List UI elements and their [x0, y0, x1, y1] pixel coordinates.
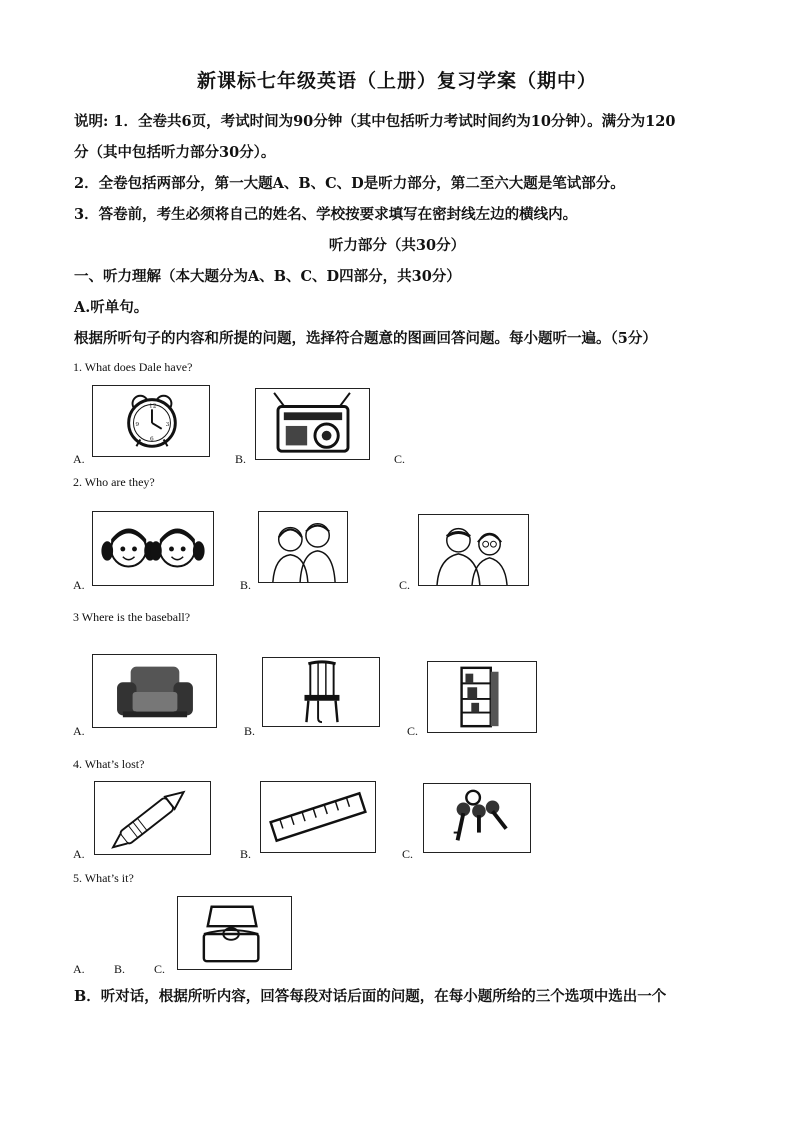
notes-line-4: 3．答卷前，考生必须将自己的姓名、学校按要求填写在密封线左边的横线内。 — [74, 206, 578, 223]
q5-option-b: B. — [114, 962, 126, 976]
ruler-picture — [260, 781, 376, 853]
ring-box-icon — [178, 897, 291, 969]
question-3: 3 Where is the baseball? — [73, 610, 191, 624]
q2-option-c: C. — [399, 578, 411, 592]
q1-option-b: B. — [235, 452, 247, 466]
sofa-icon — [93, 655, 216, 727]
q4-option-a: A. — [73, 847, 85, 861]
q4-option-c: C. — [402, 847, 414, 861]
svg-text:12: 12 — [149, 403, 157, 410]
notes-line-3: 2．全卷包括两部分，第一大题A、B、C、D是听力部分，第二至六大题是笔试部分。 — [74, 175, 625, 192]
q2-option-a: A. — [73, 578, 85, 592]
part1-title: 一、听力理解（本大题分为A、B、C、D四部分，共30分） — [74, 268, 461, 285]
bookcase-icon — [428, 662, 536, 732]
bookcase-picture — [427, 661, 537, 733]
q1-option-c: C. — [394, 452, 406, 466]
svg-text:6: 6 — [150, 436, 154, 443]
q4-option-b: B. — [240, 847, 252, 861]
two-girls-picture — [92, 511, 214, 586]
q3-option-a: A. — [73, 724, 85, 738]
q5-option-a: A. — [73, 962, 85, 976]
question-4: 4. What’s lost? — [73, 757, 145, 771]
q3-option-b: B. — [244, 724, 256, 738]
notes-line-1: 说明: 1．全卷共6页，考试时间为90分钟（其中包括听力考试时间约为10分钟）。满分为120 — [74, 113, 676, 130]
question-2: 2. Who are they? — [73, 475, 155, 489]
chair-picture — [262, 657, 380, 727]
keys-picture — [423, 783, 531, 853]
elderly-couple-picture — [418, 514, 529, 586]
chair-icon — [263, 658, 379, 726]
q1-option-a: A. — [73, 452, 85, 466]
notes-line-2: 分（其中包括听力部分30分）。 — [74, 144, 276, 161]
alarm-clock-icon — [93, 386, 209, 456]
radio-picture — [255, 388, 370, 460]
question-1: 1. What does Dale have? — [73, 360, 193, 374]
partB-title: B．听对话，根据所听内容，回答每段对话后面的问题，在每小题所给的三个选项中选出一个 — [74, 988, 667, 1005]
couple-icon — [259, 512, 347, 582]
two-girls-icon — [93, 512, 213, 585]
svg-text:9: 9 — [135, 421, 140, 428]
alarm-clock-picture — [92, 385, 210, 457]
pen-icon — [95, 782, 210, 854]
section-title: 听力部分（共30分） — [328, 237, 466, 254]
page-title: 新课标七年级英语（上册）复习学案（期中） — [196, 70, 597, 92]
pen-picture — [94, 781, 211, 855]
partA-title: A.听单句。 — [74, 299, 149, 316]
q3-option-c: C. — [407, 724, 419, 738]
question-5: 5. What’s it? — [73, 871, 134, 885]
partA-instruction: 根据所听句子的内容和所提的问题，选择符合题意的图画回答问题。每小题听一遍。（5分） — [74, 330, 657, 347]
couple-picture — [258, 511, 348, 583]
q2-option-b: B. — [240, 578, 252, 592]
sofa-picture — [92, 654, 217, 728]
keys-icon — [424, 784, 530, 852]
svg-text:3: 3 — [165, 421, 170, 428]
ruler-icon — [261, 782, 375, 852]
q5-option-c: C. — [154, 962, 166, 976]
ring-box-picture — [177, 896, 292, 970]
radio-icon — [256, 389, 369, 459]
elderly-couple-icon — [419, 515, 528, 585]
